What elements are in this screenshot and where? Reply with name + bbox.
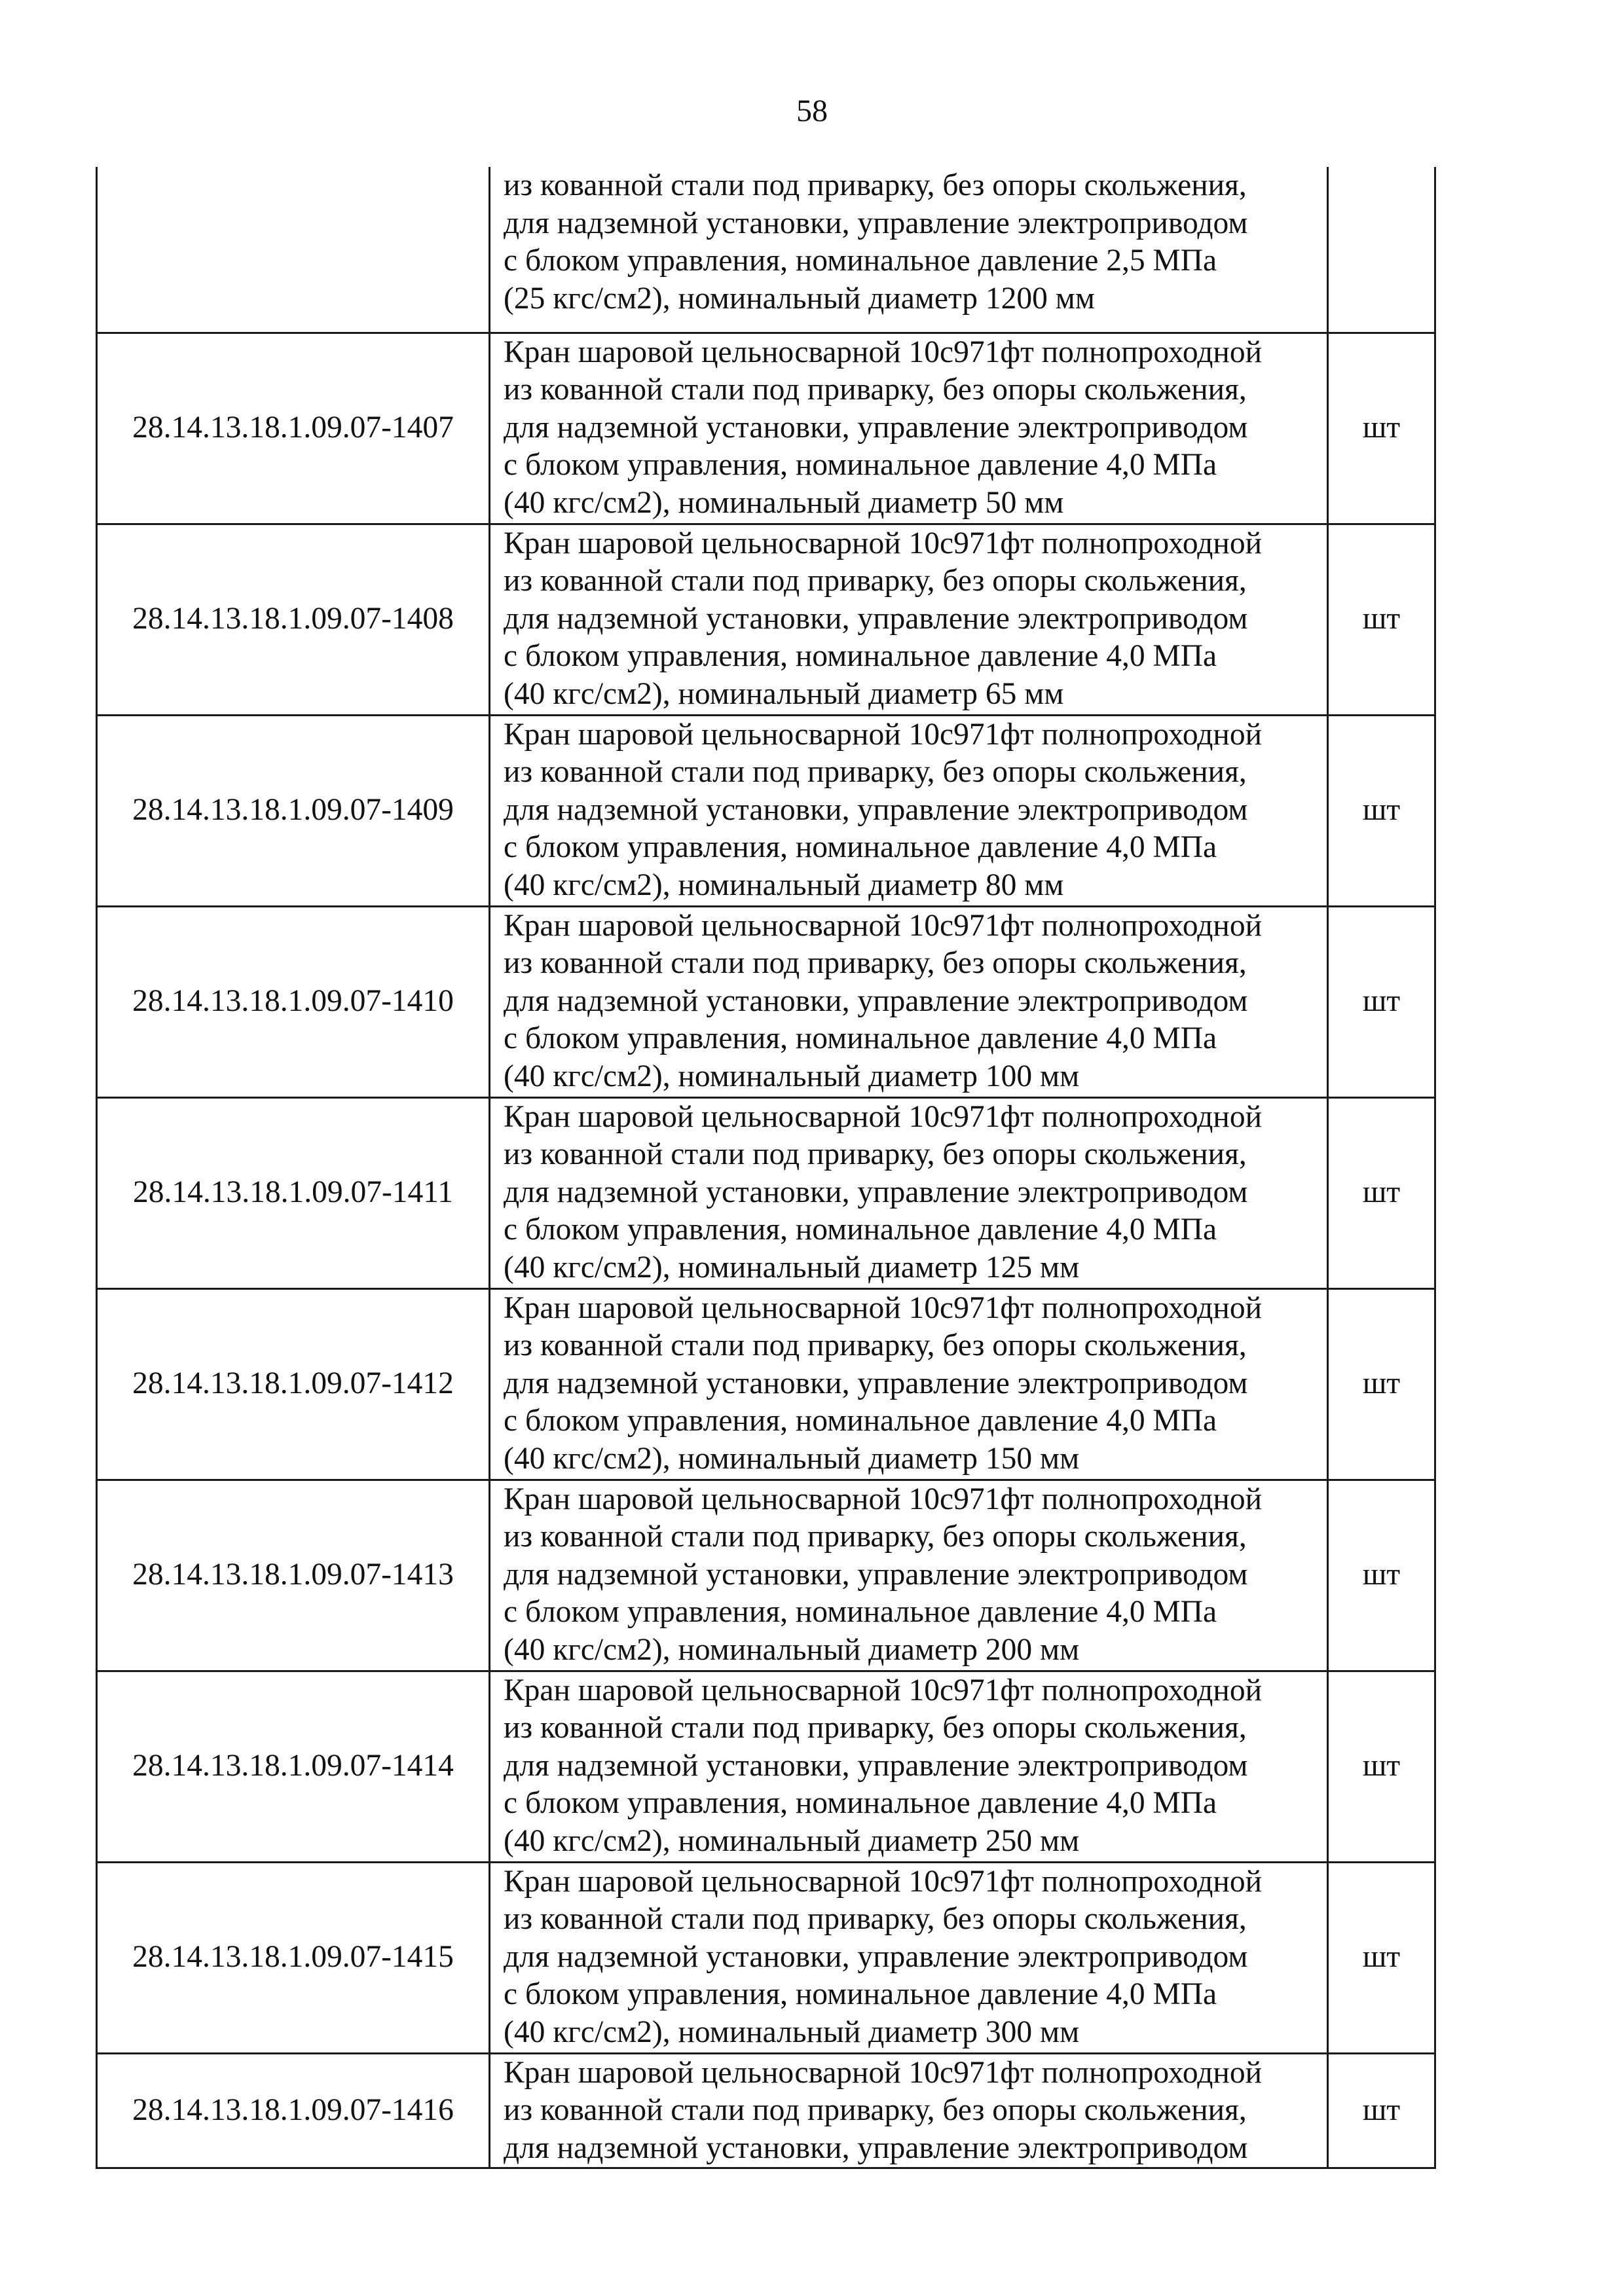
cell-code: 28.14.13.18.1.09.07-1414 bbox=[97, 1671, 490, 1862]
table-row bbox=[97, 1097, 1435, 1288]
cell-code: 28.14.13.18.1.09.07-1409 bbox=[97, 715, 490, 906]
cell-description: Кран шаровой цельносварной 10с971фт полнопроходной из кованной стали под приварку, без опоры скольжения, для надземной установки, управление электроприводом с блоком управления, номинальное давление 4,0 МПа (40 кгс/см2), номинальный диаметр 250 мм bbox=[490, 1671, 1328, 1862]
cell-description: Кран шаровой цельносварной 10с971фт полнопроходной из кованной стали под приварку, без опоры скольжения, для надземной установки, управление электроприводом с блоком управления, номинальное давление 4,0 МПа (40 кгс/см2), номинальный диаметр 200 мм bbox=[490, 1480, 1328, 1671]
cell-unit: шт bbox=[1328, 1097, 1435, 1288]
cell-code: 28.14.13.18.1.09.07-1407 bbox=[97, 333, 490, 524]
specification-table bbox=[96, 167, 1436, 2169]
cell-code: 28.14.13.18.1.09.07-1408 bbox=[97, 524, 490, 715]
cell-unit bbox=[1328, 167, 1435, 333]
table-row bbox=[97, 1288, 1435, 1480]
cell-unit: шт bbox=[1328, 1671, 1435, 1862]
cell-description: Кран шаровой цельносварной 10с971фт полнопроходной из кованной стали под приварку, без опоры скольжения, для надземной установки, управление электроприводом с блоком управления, номинальное давление 4,0 МПа (40 кгс/см2), номинальный диаметр 150 мм bbox=[490, 1288, 1328, 1480]
table-row bbox=[97, 1480, 1435, 1671]
cell-unit: шт bbox=[1328, 333, 1435, 524]
table-row bbox=[97, 715, 1435, 906]
table-row bbox=[97, 333, 1435, 524]
table-row-last bbox=[97, 2053, 1435, 2168]
cell-unit: шт bbox=[1328, 715, 1435, 906]
cell-description: Кран шаровой цельносварной 10с971фт полнопроходной из кованной стали под приварку, без опоры скольжения, для надземной установки, управление электроприводом с блоком управления, номинальное давление 4,0 МПа (40 кгс/см2), номинальный диаметр 80 мм bbox=[490, 715, 1328, 906]
cell-code: 28.14.13.18.1.09.07-1415 bbox=[97, 1862, 490, 2053]
table-row bbox=[97, 1671, 1435, 1862]
table-row-continued bbox=[97, 167, 1435, 333]
cell-code: 28.14.13.18.1.09.07-1416 bbox=[97, 2053, 490, 2168]
cell-unit: шт bbox=[1328, 1480, 1435, 1671]
cell-description: Кран шаровой цельносварной 10с971фт полнопроходной из кованной стали под приварку, без опоры скольжения, для надземной установки, управление электроприводом с блоком управления, номинальное давление 4,0 МПа (40 кгс/см2), номинальный диаметр 65 мм bbox=[490, 524, 1328, 715]
table-row bbox=[97, 906, 1435, 1097]
cell-unit: шт bbox=[1328, 1288, 1435, 1480]
cell-description: из кованной стали под приварку, без опоры скольжения, для надземной установки, управление электроприводом с блоком управления, номинальное давление 2,5 МПа (25 кгс/см2), номинальный диаметр 1200 мм bbox=[490, 167, 1328, 333]
table-row bbox=[97, 1862, 1435, 2053]
cell-unit: шт bbox=[1328, 2053, 1435, 2168]
cell-code: 28.14.13.18.1.09.07-1411 bbox=[97, 1097, 490, 1288]
cell-code: 28.14.13.18.1.09.07-1410 bbox=[97, 906, 490, 1097]
table-row bbox=[97, 524, 1435, 715]
cell-description: Кран шаровой цельносварной 10с971фт полнопроходной из кованной стали под приварку, без опоры скольжения, для надземной установки, управление электроприводом bbox=[490, 2053, 1328, 2168]
cell-unit: шт bbox=[1328, 524, 1435, 715]
cell-description: Кран шаровой цельносварной 10с971фт полнопроходной из кованной стали под приварку, без опоры скольжения, для надземной установки, управление электроприводом с блоком управления, номинальное давление 4,0 МПа (40 кгс/см2), номинальный диаметр 125 мм bbox=[490, 1097, 1328, 1288]
cell-code: 28.14.13.18.1.09.07-1412 bbox=[97, 1288, 490, 1480]
cell-description: Кран шаровой цельносварной 10с971фт полнопроходной из кованной стали под приварку, без опоры скольжения, для надземной установки, управление электроприводом с блоком управления, номинальное давление 4,0 МПа (40 кгс/см2), номинальный диаметр 300 мм bbox=[490, 1862, 1328, 2053]
cell-description: Кран шаровой цельносварной 10с971фт полнопроходной из кованной стали под приварку, без опоры скольжения, для надземной установки, управление электроприводом с блоком управления, номинальное давление 4,0 МПа (40 кгс/см2), номинальный диаметр 100 мм bbox=[490, 906, 1328, 1097]
cell-description: Кран шаровой цельносварной 10с971фт полнопроходной из кованной стали под приварку, без опоры скольжения, для надземной установки, управление электроприводом с блоком управления, номинальное давление 4,0 МПа (40 кгс/см2), номинальный диаметр 50 мм bbox=[490, 333, 1328, 524]
cell-unit: шт bbox=[1328, 906, 1435, 1097]
page-number: 58 bbox=[796, 94, 828, 128]
cell-unit: шт bbox=[1328, 1862, 1435, 2053]
cell-code bbox=[97, 167, 490, 333]
cell-code: 28.14.13.18.1.09.07-1413 bbox=[97, 1480, 490, 1671]
